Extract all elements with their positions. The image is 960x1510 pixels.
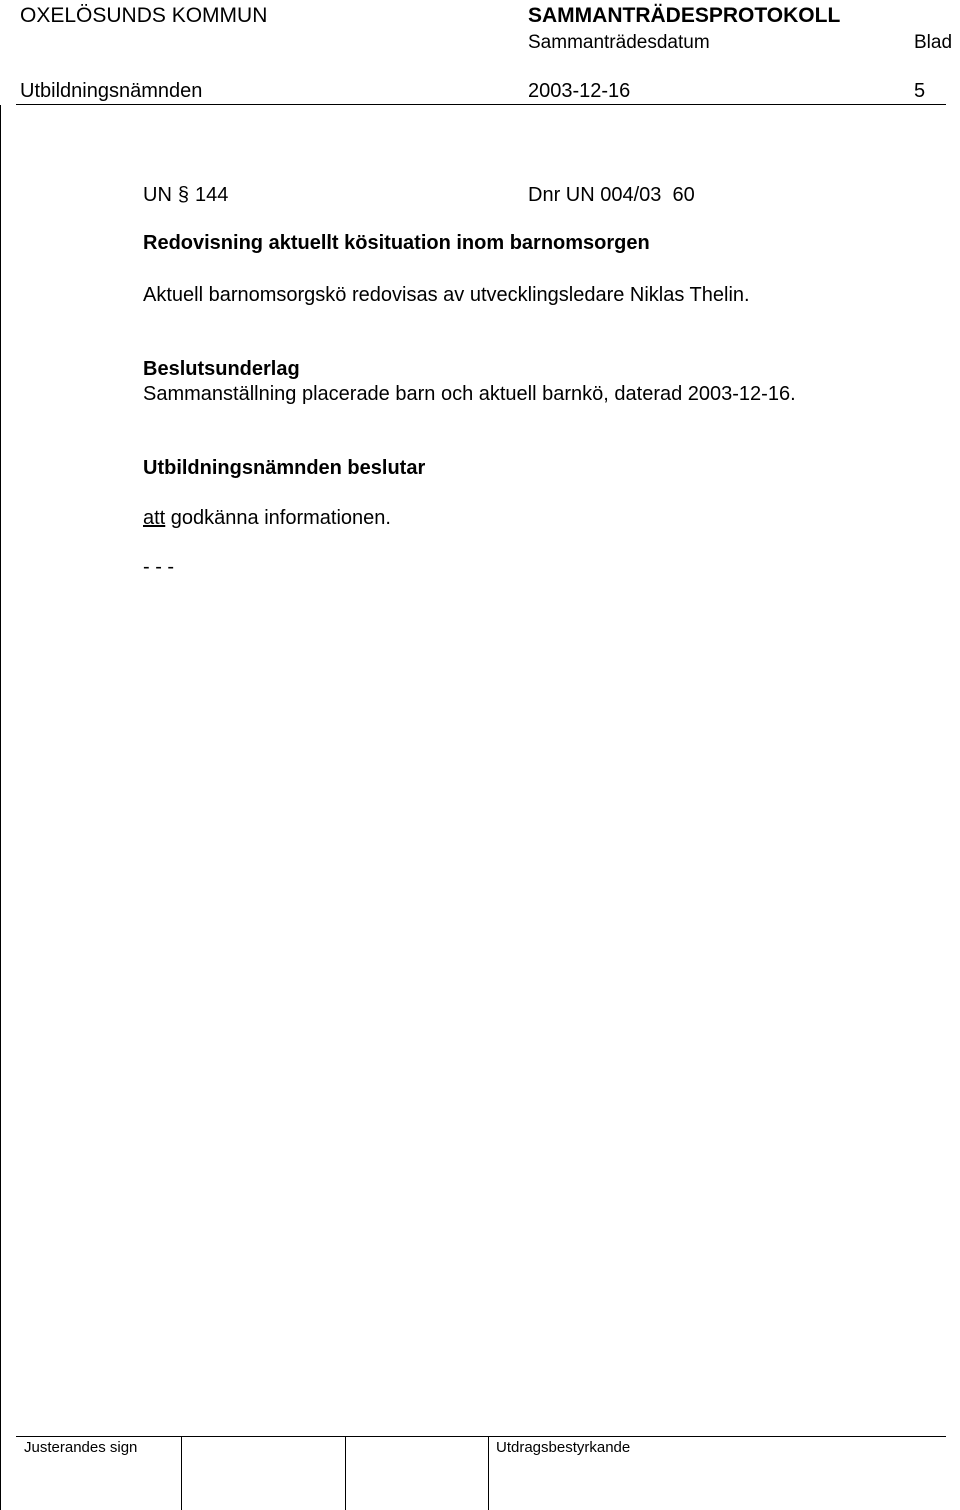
municipality-name: OXELÖSUNDS KOMMUN xyxy=(20,4,268,27)
decision-basis-text: Sammanställning placerade barn och aktuell barnkö, daterad 2003-12-16. xyxy=(143,383,796,405)
adjuster-signature-label: Justerandes sign xyxy=(24,1439,138,1456)
decision-att: att xyxy=(143,507,166,529)
registration-number: Dnr UN 004/03 60 xyxy=(528,184,695,206)
page-label: Blad xyxy=(914,32,953,53)
extract-certification-label: Utdragsbestyrkande xyxy=(496,1439,631,1456)
item-heading: Redovisning aktuellt kösituation inom barnomsorgen xyxy=(143,232,650,254)
section-symbol: § xyxy=(177,184,190,206)
footer-divider xyxy=(16,1436,946,1437)
left-margin-line xyxy=(0,105,1,1510)
decision-body: godkänna informationen. xyxy=(165,507,391,529)
meeting-date: 2003-12-16 xyxy=(528,80,631,102)
item-description: Aktuell barnomsorgskö redovisas av utvecklingsledare Niklas Thelin. xyxy=(143,284,750,306)
footer-column-divider xyxy=(345,1437,346,1510)
document-type-title: SAMMANTRÄDESPROTOKOLL xyxy=(528,4,841,27)
decision-heading: Utbildningsnämnden beslutar xyxy=(143,457,426,479)
paragraph-nr: 144 xyxy=(195,184,229,206)
footer-column-divider xyxy=(488,1437,489,1510)
paragraph-prefix: UN xyxy=(143,184,172,206)
decision-text xyxy=(143,507,391,530)
committee-name: Utbildningsnämnden xyxy=(20,80,203,102)
decision-basis-heading: Beslutsunderlag xyxy=(143,358,300,380)
end-marker: - - - xyxy=(143,556,175,578)
footer-column-divider xyxy=(181,1437,182,1510)
meeting-date-label: Sammanträdesdatum xyxy=(528,32,710,53)
page-number: 5 xyxy=(914,80,926,102)
paragraph-number xyxy=(143,184,228,207)
header-divider xyxy=(16,104,946,105)
